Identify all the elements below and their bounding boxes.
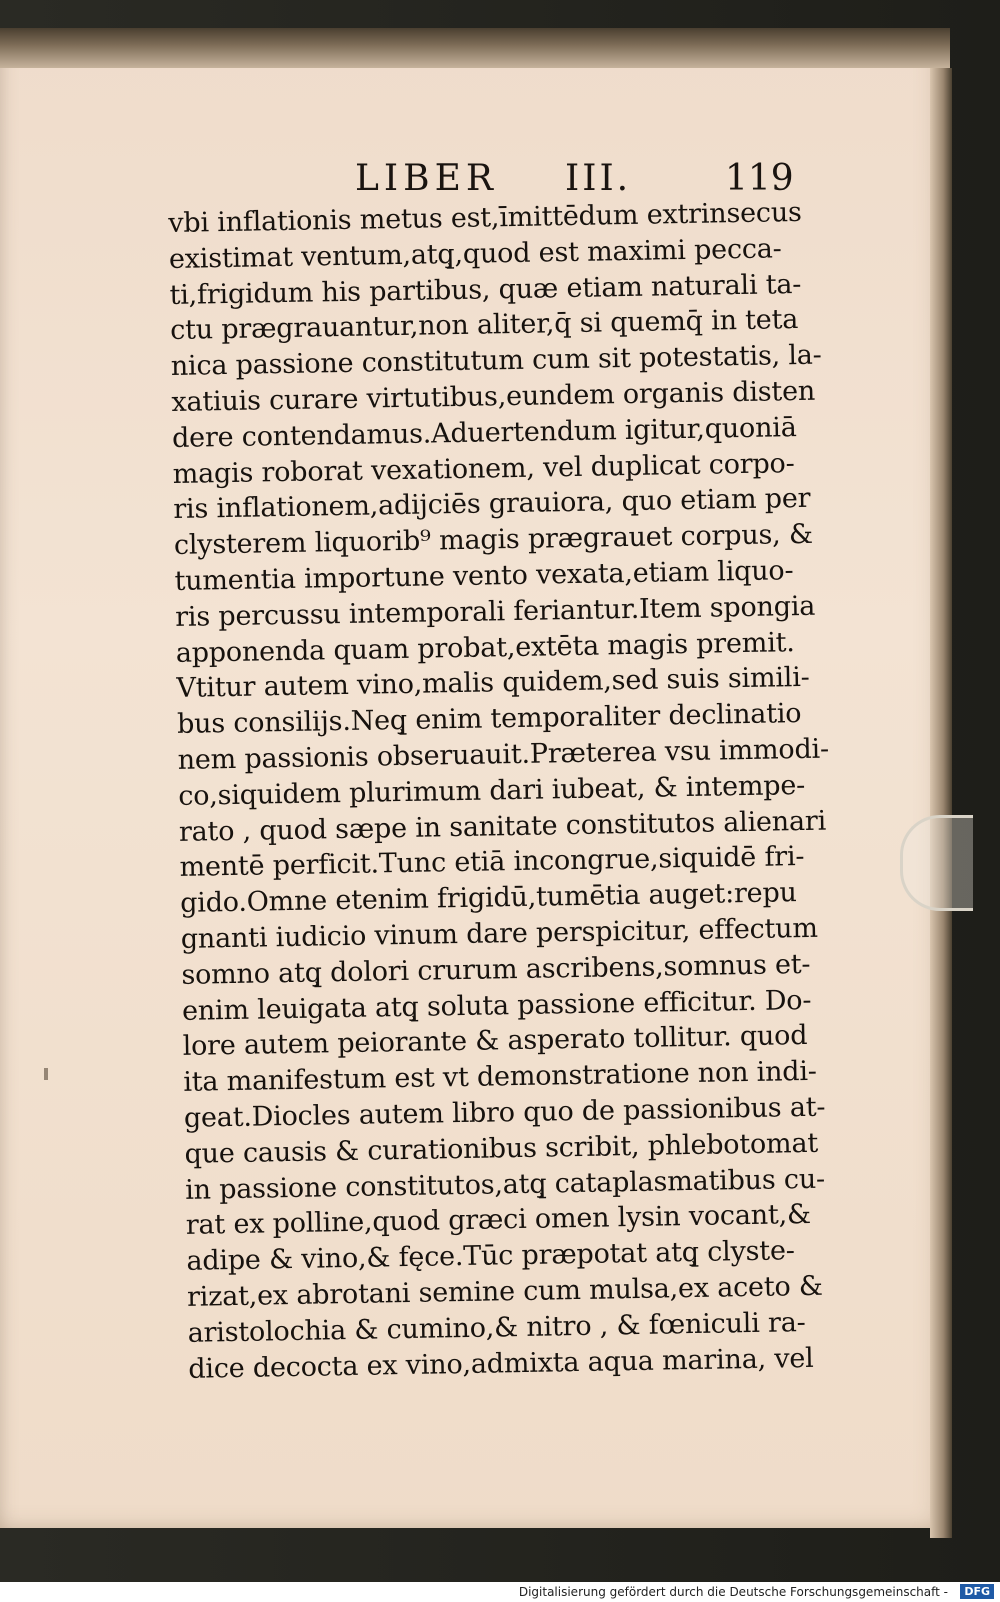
book-number: III. <box>565 158 632 199</box>
footer-bar <box>0 1582 1000 1602</box>
text-line: rizat,ex abrotani semine cum mulsa,ex aceto & <box>186 1270 824 1313</box>
page-number: 119 <box>725 158 794 199</box>
text-line: tumentia importune vento vexata,etiam liquo- <box>174 555 794 597</box>
text-line: ti,frigidum his partibus, quæ etiam naturali ta- <box>169 268 802 311</box>
text-line: gido.Omne etenim frigidū,tumētia auget:repu <box>179 877 797 920</box>
text-line: in passione constitutos,atq̧ cataplasmatibus cu- <box>184 1163 826 1206</box>
text-line: que causis & curationibus scribit, phlebotomat <box>184 1127 819 1170</box>
text-line: rat ex polline,quod græci omen lysin vocant,& <box>185 1199 812 1242</box>
book-page <box>0 28 950 1528</box>
text-line: dere contendamus.Aduertendum igitur,quoniā <box>171 411 797 454</box>
text-line: nica passione constitutum cum sit potestatis, la- <box>170 339 822 383</box>
page-top-edge <box>0 28 950 68</box>
text-line: somno atq̧ dolori crurum ascribens,somnus et- <box>181 948 811 991</box>
page-right-edge <box>930 68 952 1538</box>
margin-mark <box>44 1068 48 1080</box>
text-line: rato , quod sæpe in sanitate constitutos alienari <box>178 805 827 848</box>
text-line: apponenda quam probat,extēta magis premit. <box>175 626 795 669</box>
text-line: existimat ventum,atq̧,quod est maximi pecca- <box>168 233 782 275</box>
text-line: adipe & vino,& fęce.Tūc præpotat atq̧ clyste- <box>186 1235 795 1277</box>
text-line: dice decocta ex vino,admixta aqua marina, vel <box>188 1342 814 1385</box>
text-line: gnanti iudicio vinum dare perspicitur, effectum <box>180 912 819 955</box>
text-line: ris inflationem,adijciēs grauiora, quo etiam per <box>173 483 811 526</box>
text-line: bus consilijs.Neq̧ enim temporaliter declinatio <box>176 698 802 741</box>
text-line: enim leuigata atq̧ soluta passione efficitur. Do- <box>181 984 812 1027</box>
text-line: nem passionis obseruauit.Præterea vsu immodi- <box>177 733 830 776</box>
body-text <box>168 194 869 1387</box>
text-line: Vtitur autem vino,malis quidem,sed suis simili- <box>176 662 810 705</box>
text-line: ctu prægrauantur,non aliter,q̄ si quemq̄ in teta <box>169 304 799 347</box>
text-line: lore autem peiorante & asperato tollitur. quod <box>182 1020 808 1063</box>
running-title: LIBER <box>355 158 498 199</box>
text-line: clysterem liquorib⁹ magis prægrauet corpus, & <box>173 518 814 562</box>
text-line: magis roborat vexationem, vel duplicat corpo- <box>172 447 795 490</box>
text-line: geat.Diocles autem libro quo de passionibus at- <box>183 1091 826 1134</box>
text-line: xatiuis curare virtutibus,eundem organis disten <box>171 375 816 418</box>
page-clip <box>900 815 973 911</box>
dfg-logo: DFG <box>960 1584 994 1599</box>
text-line: mentē perficit.Tunc etiā incongrue,siquidē fri- <box>179 841 805 884</box>
text-line: ris percussu intemporali feriantur.Item spongia <box>174 590 816 633</box>
funding-credit: Digitalisierung gefördert durch die Deutsche Forschungsgemeinschaft - <box>518 1585 948 1599</box>
text-line: aristolochia & cumino,& nitro , & fœniculi ra- <box>187 1306 806 1349</box>
text-line: ita manifestum est vt demonstratione non indi- <box>183 1055 817 1098</box>
text-line: co,siquidem plurimum dari iubeat, & intempe- <box>178 769 806 812</box>
text-line: vbi inflationis metus est,īmittēdum extrinsecus <box>168 196 802 239</box>
